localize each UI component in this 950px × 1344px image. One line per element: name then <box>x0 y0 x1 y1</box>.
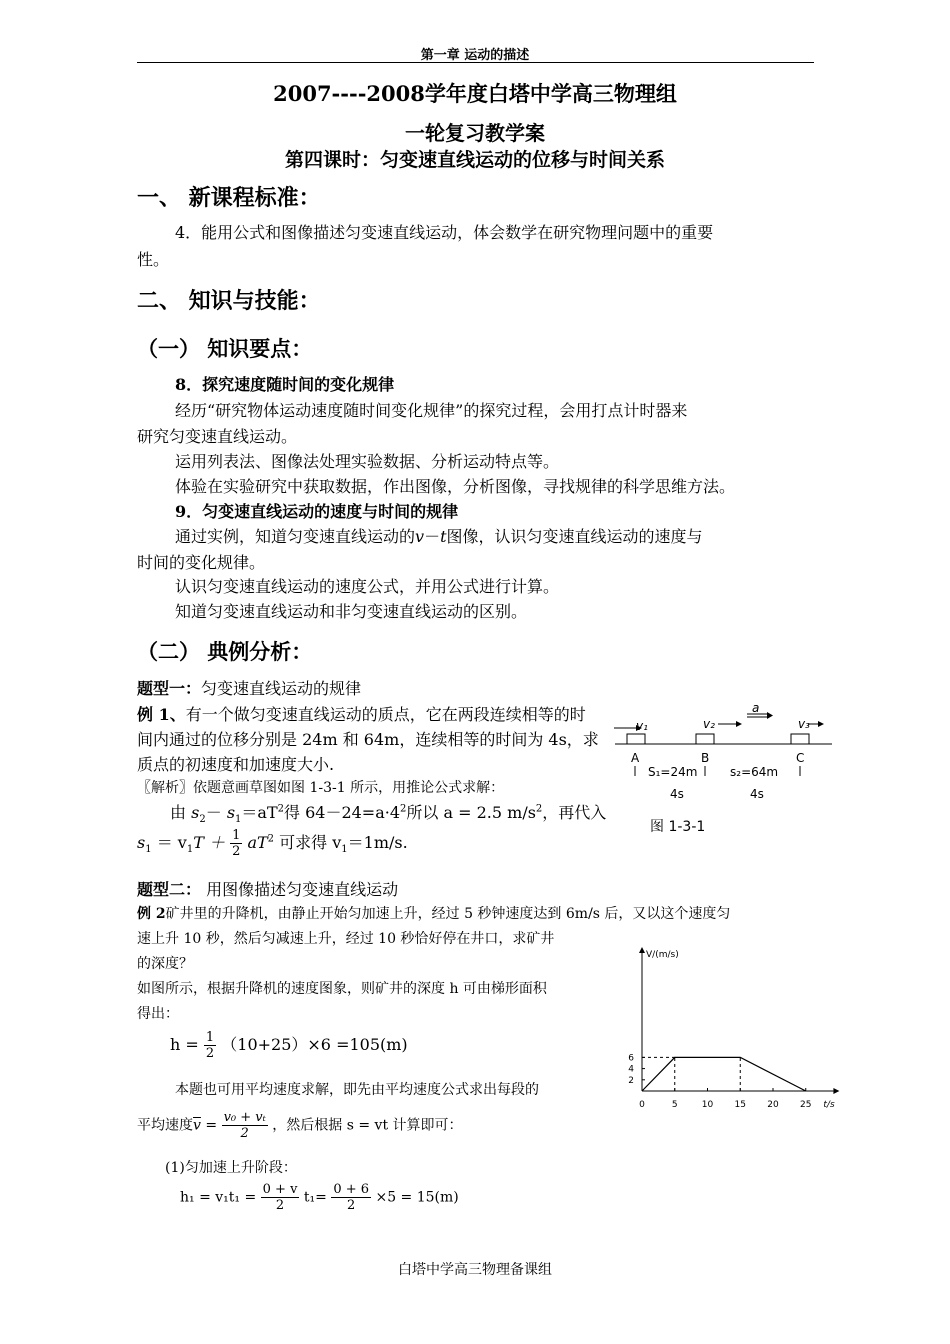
s1-label: S₁=24m <box>648 765 698 779</box>
point-a-label: A <box>631 751 640 765</box>
fraction-one-half-2: $\frac{1}{2}$ <box>205 1030 215 1061</box>
type2-heading: 题型二： 用图像描述匀变速直线运动 <box>137 880 399 899</box>
figure-1-3-1 <box>610 700 840 840</box>
fraction-h1-b: $\frac{0 + 6}{2}$ <box>333 1182 370 1213</box>
example2-h1-formula: h₁ = v₁t₁ = $\frac{0 + v}{2}$ t₁= $\frac{0 + 6}{2}$ ×5 = 15(m) <box>180 1182 459 1213</box>
point-c-label: C <box>796 751 805 765</box>
y-axis-label: V/(m/s) <box>646 950 679 960</box>
item9-p3: 知道匀变速直线运动和非匀变速直线运动的区别。 <box>175 602 528 621</box>
example2-line-c: 的深度？ <box>137 956 193 972</box>
example2-p1a: 如图所示，根据升降机的速度图象，则矿井的深度 h 可由梯形面积 <box>137 981 547 997</box>
x-tick-label: 20 <box>767 1100 779 1110</box>
header-rule <box>137 62 814 63</box>
section2-heading: 二、 知识与技能： <box>137 289 321 314</box>
block-a <box>627 734 645 744</box>
block-b <box>696 734 714 744</box>
x-axis-arrow <box>833 1088 839 1094</box>
fraction-one-half: $\frac{1}{2}$ <box>232 828 241 859</box>
point-b-label: B <box>701 751 710 765</box>
subsection2-heading: （二） 典例分析： <box>137 640 313 664</box>
example1-line-b: 间内通过的位移分别是 24m 和 64m，连续相等的时间为 4s，求 <box>137 730 599 749</box>
subsection1-heading: （一） 知识要点： <box>137 337 313 361</box>
item8-p2: 运用列表法、图像法处理实验数据、分析运动特点等。 <box>175 452 560 471</box>
item9-title: 9．匀变速直线运动的速度与时间的规律 <box>175 502 459 521</box>
fraction-average-velocity: $\frac{\text{v₀ + vₜ}}{2}$ <box>223 1110 266 1141</box>
v2-label: v₂ <box>703 717 715 731</box>
item8-p1a: 经历“研究物体运动速度随时间变化规律”的探究过程，会用打点计时器来 <box>175 401 688 420</box>
example2-step1: (1)匀加速上升阶段： <box>165 1160 297 1176</box>
accel-label: a <box>752 701 760 715</box>
page-footer: 白塔中学高三物理备课组 <box>398 1262 552 1278</box>
x-tick-label: 15 <box>734 1100 746 1110</box>
example2-line-b: 速上升 10 秒，然后匀减速上升，经过 10 秒恰好停在井口，求矿井 <box>137 931 555 947</box>
example1-analysis: 〖解析〗依题意画草图如图 1-3-1 所示，用推论公式求解： <box>137 780 505 796</box>
section1-text-a: 4．能用公式和图像描述匀变速直线运动，体会数学在研究物理问题中的重要 <box>175 223 714 242</box>
t2-label: 4s <box>750 787 764 801</box>
item8-p3: 体验在实验研究中获取数据，作出图像，分析图像，寻找规律的科学思维方法。 <box>175 477 736 496</box>
figure-caption: 图 1-3-1 <box>650 819 706 835</box>
x-tick-label: 5 <box>671 1100 678 1110</box>
running-header: 第一章 运动的描述 <box>420 48 530 63</box>
item9-p1b: 时间的变化规律。 <box>137 553 266 572</box>
velocity-series-line <box>642 1057 806 1091</box>
title-line-1: 2007----2008学年度白塔中学高三物理组 <box>273 81 677 106</box>
example2-h-formula: h = $\frac{1}{2}$ （10+25）×6 =105(m) <box>170 1030 408 1061</box>
x-axis-label: t/s <box>823 1100 835 1110</box>
section1-text-b: 性。 <box>137 250 170 269</box>
item8-p1b: 研究匀变速直线运动。 <box>137 427 298 446</box>
fraction-h1-a: $\frac{0 + v}{2}$ <box>262 1182 298 1213</box>
example2-p2a: 本题也可用平均速度求解，即先由平均速度公式求出每段的 <box>175 1082 539 1098</box>
velocity-time-chart <box>622 945 852 1115</box>
y-axis-arrow <box>639 947 645 953</box>
v3-label: v₃ <box>798 717 810 731</box>
item8-title: 8．探究速度随时间的变化规律 <box>175 375 395 394</box>
example2-line-a: 例 2矿井里的升降机，由静止开始匀加速上升，经过 5 秒钟速度达到 6m/s 后，又以这个速度匀 <box>137 906 731 922</box>
title-line-3: 第四课时：匀变速直线运动的位移与时间关系 <box>284 149 665 171</box>
y-tick-label: 2 <box>628 1075 634 1086</box>
example1-formula-1: 由 $s_2- s_1=aT^2$得 $64-24=a\cdot 4^2$所以 a = 2.5 $m/s^2$，再代入 <box>170 803 607 826</box>
x-tick-label: 0 <box>639 1100 645 1110</box>
y-tick-label: 4 <box>628 1064 634 1075</box>
x-tick-label: 25 <box>800 1100 812 1110</box>
type1-heading: 题型一：匀变速直线运动的规律 <box>137 679 362 698</box>
item9-p1a: 通过实例，知道匀变速直线运动的v－t图像，认识匀变速直线运动的速度与 <box>175 527 703 546</box>
y-tick-label: 6 <box>628 1053 634 1064</box>
t1-label: 4s <box>670 787 684 801</box>
v1-label: v₁ <box>636 719 648 733</box>
item9-p2: 认识匀变速直线运动的速度公式，并用公式进行计算。 <box>175 577 560 596</box>
title-line-2: 一轮复习教学案 <box>405 121 545 145</box>
example2-p1b: 得出： <box>137 1006 179 1022</box>
example1-formula-2: $s_1 = v_1T$ ＋ $\frac{1}{2}$ $aT^2$ 可求得 $v_1=1m/s$. <box>137 828 408 859</box>
example1-line-c: 质点的初速度和加速度大小. <box>137 755 335 774</box>
example2-p2b: 平均速度$\overline{v}$ = $\frac{\text{v₀ + vₜ}}{2}$ ，然后根据 s = vt 计算即可： <box>137 1110 463 1141</box>
block-c <box>791 734 809 744</box>
s2-label: s₂=64m <box>730 765 779 779</box>
example1-line-a: 例 1、有一个做匀变速直线运动的质点，它在两段连续相等的时 <box>137 705 586 724</box>
x-tick-label: 10 <box>701 1100 714 1110</box>
section1-heading: 一、 新课程标准： <box>137 186 321 211</box>
